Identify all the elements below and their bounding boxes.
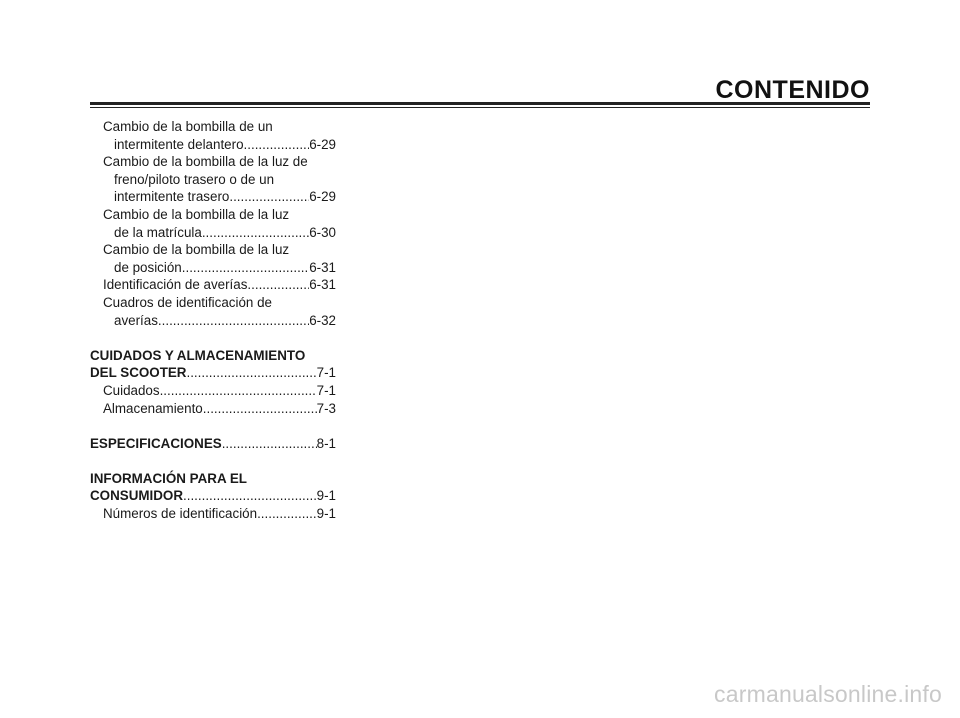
toc-entry-line — [90, 206, 336, 224]
page-number: 6-31 — [309, 259, 336, 275]
dot-leader — [186, 364, 316, 382]
toc-entry-text: Cambio de la bombilla de la luz — [103, 242, 290, 258]
toc-entry-line — [90, 241, 336, 259]
toc-entry-line — [90, 188, 336, 206]
dot-leader — [257, 505, 317, 523]
toc-entry-text: intermitente trasero — [114, 189, 230, 205]
toc-section-text: ESPECIFICACIONES — [90, 435, 222, 451]
page-number: 7-3 — [316, 400, 336, 416]
dot-leader — [222, 435, 317, 453]
toc-entry-text: Cuidados — [103, 382, 160, 398]
page-number: 6-30 — [309, 224, 336, 240]
dot-leader — [247, 276, 309, 294]
toc-section-text: DEL SCOOTER — [90, 365, 187, 381]
page-number: 8-1 — [316, 435, 336, 451]
toc-entry-line — [90, 276, 336, 294]
section-gap — [90, 452, 336, 470]
section-gap — [90, 417, 336, 435]
toc-entry-text: Identificación de averías — [103, 277, 248, 293]
table-of-contents — [90, 118, 336, 523]
toc-entry-line — [90, 505, 336, 523]
page-number: 9-1 — [316, 488, 336, 504]
toc-entry-text: Números de identificación — [103, 506, 258, 522]
dot-leader — [158, 312, 309, 330]
dot-leader — [182, 259, 309, 277]
dot-leader — [203, 400, 317, 418]
toc-entry-line — [90, 224, 336, 242]
toc-entry-line — [90, 312, 336, 330]
page-number: 6-32 — [309, 312, 336, 328]
toc-entry-text: freno/piloto trasero o de un — [114, 171, 275, 187]
toc-entry-text: Cambio de la bombilla de la luz — [103, 206, 290, 222]
page-number: 9-1 — [316, 506, 336, 522]
toc-entry-text: Cambio de la bombilla de un — [103, 119, 273, 134]
dot-leader — [229, 188, 309, 206]
toc-entry-line — [90, 294, 336, 312]
toc-section-text: CONSUMIDOR — [90, 488, 183, 504]
toc-entry-text: de la matrícula — [114, 224, 202, 240]
toc-section-line — [90, 487, 336, 505]
page-title: CONTENIDO — [715, 76, 870, 104]
dot-leader — [244, 136, 310, 154]
toc-section-line — [90, 364, 336, 382]
header-rule — [90, 102, 870, 108]
toc-section-line — [90, 470, 336, 488]
dot-leader — [160, 382, 317, 400]
toc-entry-line — [90, 171, 336, 189]
toc-entry-text: Almacenamiento — [103, 400, 203, 416]
toc-section-text: INFORMACIÓN PARA EL — [90, 470, 247, 486]
page-number: 6-31 — [309, 277, 336, 293]
toc-section-line — [90, 435, 336, 453]
toc-entry-text: intermitente delantero — [114, 136, 244, 152]
toc-section-text: CUIDADOS Y ALMACENAMIENTO — [90, 347, 306, 363]
toc-entry-text: averías — [114, 312, 158, 328]
toc-entry-line — [90, 259, 336, 277]
toc-entry-text: de posición — [114, 259, 182, 275]
toc-entry-line — [90, 118, 336, 136]
section-gap — [90, 329, 336, 347]
toc-section-line — [90, 347, 336, 365]
toc-entry-line — [90, 382, 336, 400]
toc-entry-text: Cuadros de identificación de — [103, 294, 272, 310]
page-number: 6-29 — [309, 136, 336, 152]
watermark: carmanualsonline.info — [714, 681, 942, 707]
toc-entry-line — [90, 153, 336, 171]
toc-entry-line — [90, 400, 336, 418]
toc-entry-line — [90, 136, 336, 154]
page-number: 7-1 — [316, 382, 336, 398]
page-number: 7-1 — [316, 365, 336, 381]
page-number: 6-29 — [309, 189, 336, 205]
toc-entry-text: Cambio de la bombilla de la luz de — [103, 154, 308, 170]
dot-leader — [183, 487, 317, 505]
dot-leader — [202, 224, 309, 242]
